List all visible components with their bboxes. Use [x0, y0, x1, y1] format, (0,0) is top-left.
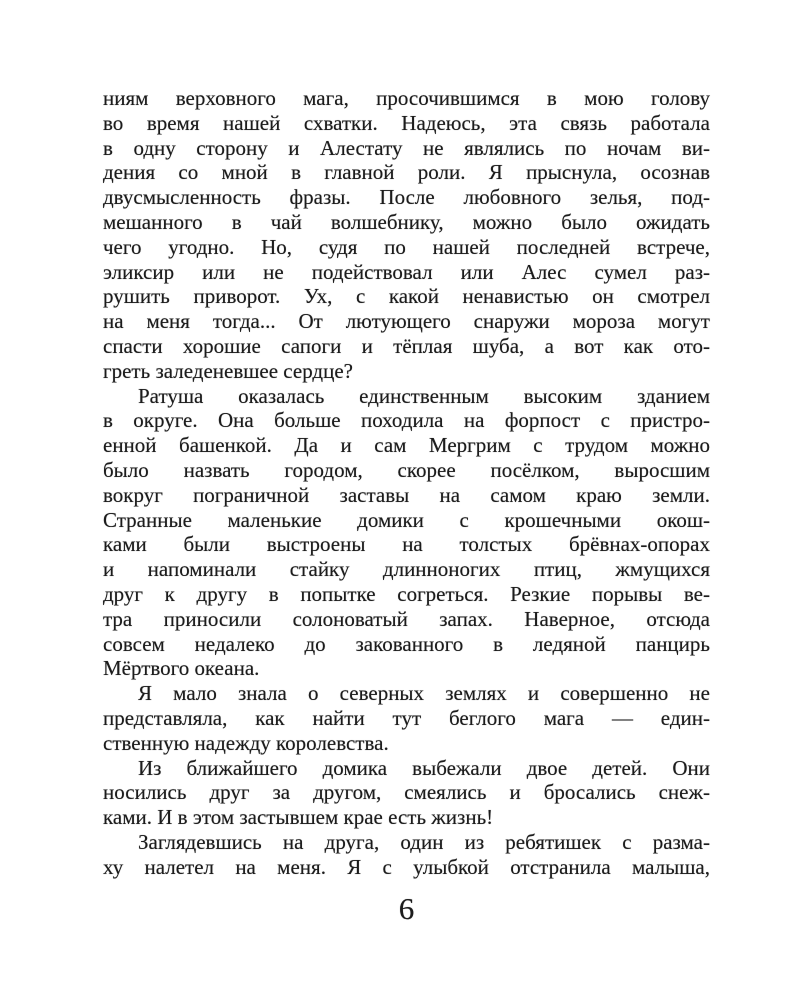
- text-line: мешанного в чай волшебнику, можно было ожидать: [103, 209, 710, 234]
- text-line: ху налетел на меня. Я с улыбкой отстранила малыша,: [103, 854, 710, 879]
- text-line: Странные маленькие домики с крошечными окош-: [103, 507, 710, 532]
- text-line: рушить приворот. Ух, с какой ненавистью он смотрел: [103, 284, 710, 309]
- text-line: Из ближайшего домика выбежали двое детей. Они: [138, 755, 710, 780]
- text-line: в одну сторону и Алестату не являлись по ночам ви-: [103, 135, 710, 160]
- page-number: 6: [398, 891, 415, 926]
- text-line: ственную надежду королевства.: [103, 730, 389, 755]
- text-line: чего угодно. Но, судя по нашей последней встрече,: [103, 234, 710, 259]
- text-line: и напоминали стайку длинноногих птиц, жмущихся: [103, 557, 710, 582]
- text-line: представляла, как найти тут беглого мага — един-: [103, 705, 710, 730]
- text-line: Ратуша оказалась единственным высоким зданием: [138, 383, 710, 408]
- text-line: эликсир или не подействовал или Алес сумел раз-: [103, 259, 710, 284]
- text-line: ками были выстроены на толстых брёвнах-опорах: [103, 532, 710, 557]
- text-line: во время нашей схватки. Надеюсь, эта связь работала: [103, 110, 710, 135]
- page-text: [103, 86, 710, 880]
- text-line: Заглядевшись на друга, один из ребятишек с разма-: [138, 829, 710, 854]
- text-line: греть заледеневшее сердце?: [103, 358, 353, 383]
- text-line: друг к другу в попытке согреться. Резкие порывы ве-: [103, 581, 710, 606]
- text-line: дения со мной в главной роли. Я прыснула, осознав: [103, 160, 710, 185]
- text-line: на меня тогда... От лютующего снаружи мороза могут: [103, 309, 710, 334]
- text-line: Я мало знала о северных землях и совершенно не: [138, 681, 710, 706]
- text-line: спасти хорошие сапоги и тёплая шуба, а вот как ото-: [103, 333, 710, 358]
- text-line: совсем недалеко до закованного в ледяной панцирь: [103, 631, 710, 656]
- text-line: енной башенкой. Да и сам Мергрим с трудом можно: [103, 433, 710, 458]
- text-line: в округе. Она больше походила на форпост с пристро-: [103, 408, 710, 433]
- text-line: двусмысленность фразы. После любовного зелья, под-: [103, 185, 710, 210]
- text-line: Мёртвого океана.: [103, 656, 260, 681]
- text-line: ками. И в этом застывшем крае есть жизнь!: [103, 805, 494, 830]
- text-line: тра приносили солоноватый запах. Наверное, отсюда: [103, 606, 710, 631]
- text-line: носились друг за другом, смеялись и бросались снеж-: [103, 780, 710, 805]
- text-line: было назвать городом, скорее посёлком, выросшим: [103, 457, 710, 482]
- text-line: ниям верховного мага, просочившимся в мою голову: [103, 86, 710, 110]
- text-line: вокруг пограничной заставы на самом краю земли.: [103, 482, 710, 507]
